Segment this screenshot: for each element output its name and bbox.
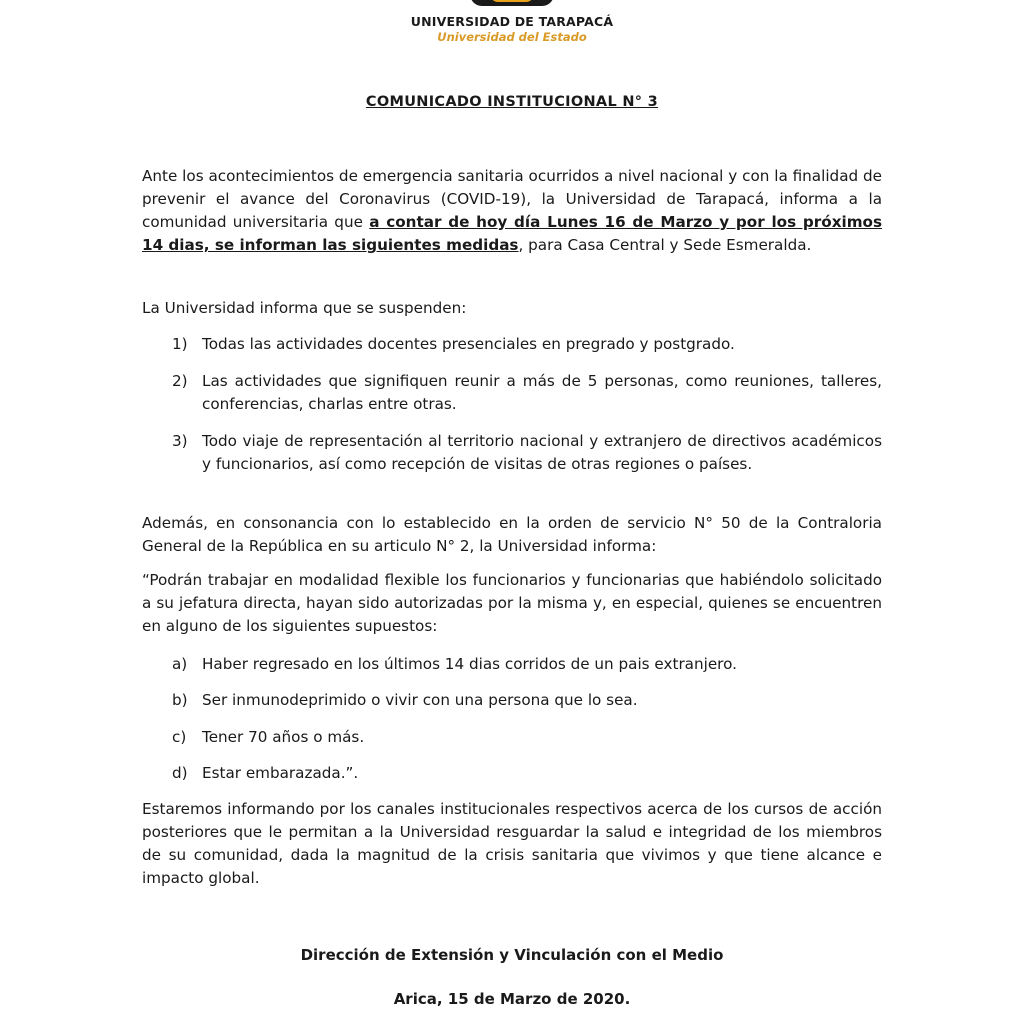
suspension-item <box>172 430 882 476</box>
signature-date: Arica, 15 de Marzo de 2020. <box>393 990 631 1008</box>
list-number: 2) <box>172 372 188 390</box>
list-text: Estar embarazada.”. <box>202 764 359 782</box>
intro-highlight: a contar de hoy día Lunes 16 de Marzo y por los próximos 14 dias, se informan las siguientes medidas <box>142 213 882 254</box>
university-logo-icon <box>470 0 554 6</box>
case-item <box>172 689 882 712</box>
list-letter: b) <box>172 691 188 709</box>
intro-text-part2: , para Casa Central y Sede Esmeralda. <box>518 236 812 254</box>
quote-intro-paragraph: “Podrán trabajar en modalidad flexible los funcionarios y funcionarias que habiéndolo solicitado a su jefatura directa, hayan sido autorizadas por la misma y, en especial, quienes se encuentren en alguno de los siguientes supuestos: <box>142 571 882 635</box>
suspension-item <box>172 370 882 416</box>
list-letter: c) <box>172 728 187 746</box>
signature-department: Dirección de Extensión y Vinculación con el Medio <box>300 946 724 964</box>
list-letter: a) <box>172 655 188 673</box>
suspension-item <box>172 333 882 356</box>
ademas-paragraph: Además, en consonancia con lo establecido en la orden de servicio N° 50 de la Contraloria General de la República en su articulo N° 2, la Universidad informa: <box>142 514 882 555</box>
university-subtitle: Universidad del Estado <box>437 30 587 44</box>
university-name: UNIVERSIDAD DE TARAPACÁ <box>410 14 614 29</box>
intro-paragraph <box>142 165 882 257</box>
list-number: 3) <box>172 432 188 450</box>
case-item <box>172 653 882 676</box>
list-text: Haber regresado en los últimos 14 dias corridos de un pais extranjero. <box>202 655 737 673</box>
list-text: Las actividades que signifiquen reunir a más de 5 personas, como reuniones, talleres, conferencias, charlas entre otras. <box>202 372 882 413</box>
list-text: Ser inmunodeprimido o vivir con una persona que lo sea. <box>202 691 638 709</box>
case-item <box>172 726 882 749</box>
document-title: COMUNICADO INSTITUCIONAL N° 3 <box>365 94 659 110</box>
suspend-intro: La Universidad informa que se suspenden: <box>142 299 467 317</box>
list-text: Tener 70 años o más. <box>202 728 365 746</box>
list-number: 1) <box>172 335 188 353</box>
intro-text-part1: Ante los acontecimientos de emergencia sanitaria ocurridos a nivel nacional y con la finalidad de prevenir el avance del Coronavirus (COVID-19), la Universidad de Tarapacá, informa a la comunidad universitaria que <box>142 167 882 231</box>
closing-paragraph: Estaremos informando por los canales institucionales respectivos acerca de los cursos de acción posteriores que le permitan a la Universidad resguardar la salud e integridad de los miembros de su comunidad, dada la magnitud de la crisis sanitaria que vivimos y que tiene alcance e impacto global. <box>142 800 882 887</box>
list-letter: d) <box>172 764 188 782</box>
list-text: Todo viaje de representación al territorio nacional y extranjero de directivos académicos y funcionarios, así como recepción de visitas de otras regiones o países. <box>202 432 882 473</box>
list-text: Todas las actividades docentes presenciales en pregrado y postgrado. <box>202 335 735 353</box>
case-item <box>172 762 882 785</box>
